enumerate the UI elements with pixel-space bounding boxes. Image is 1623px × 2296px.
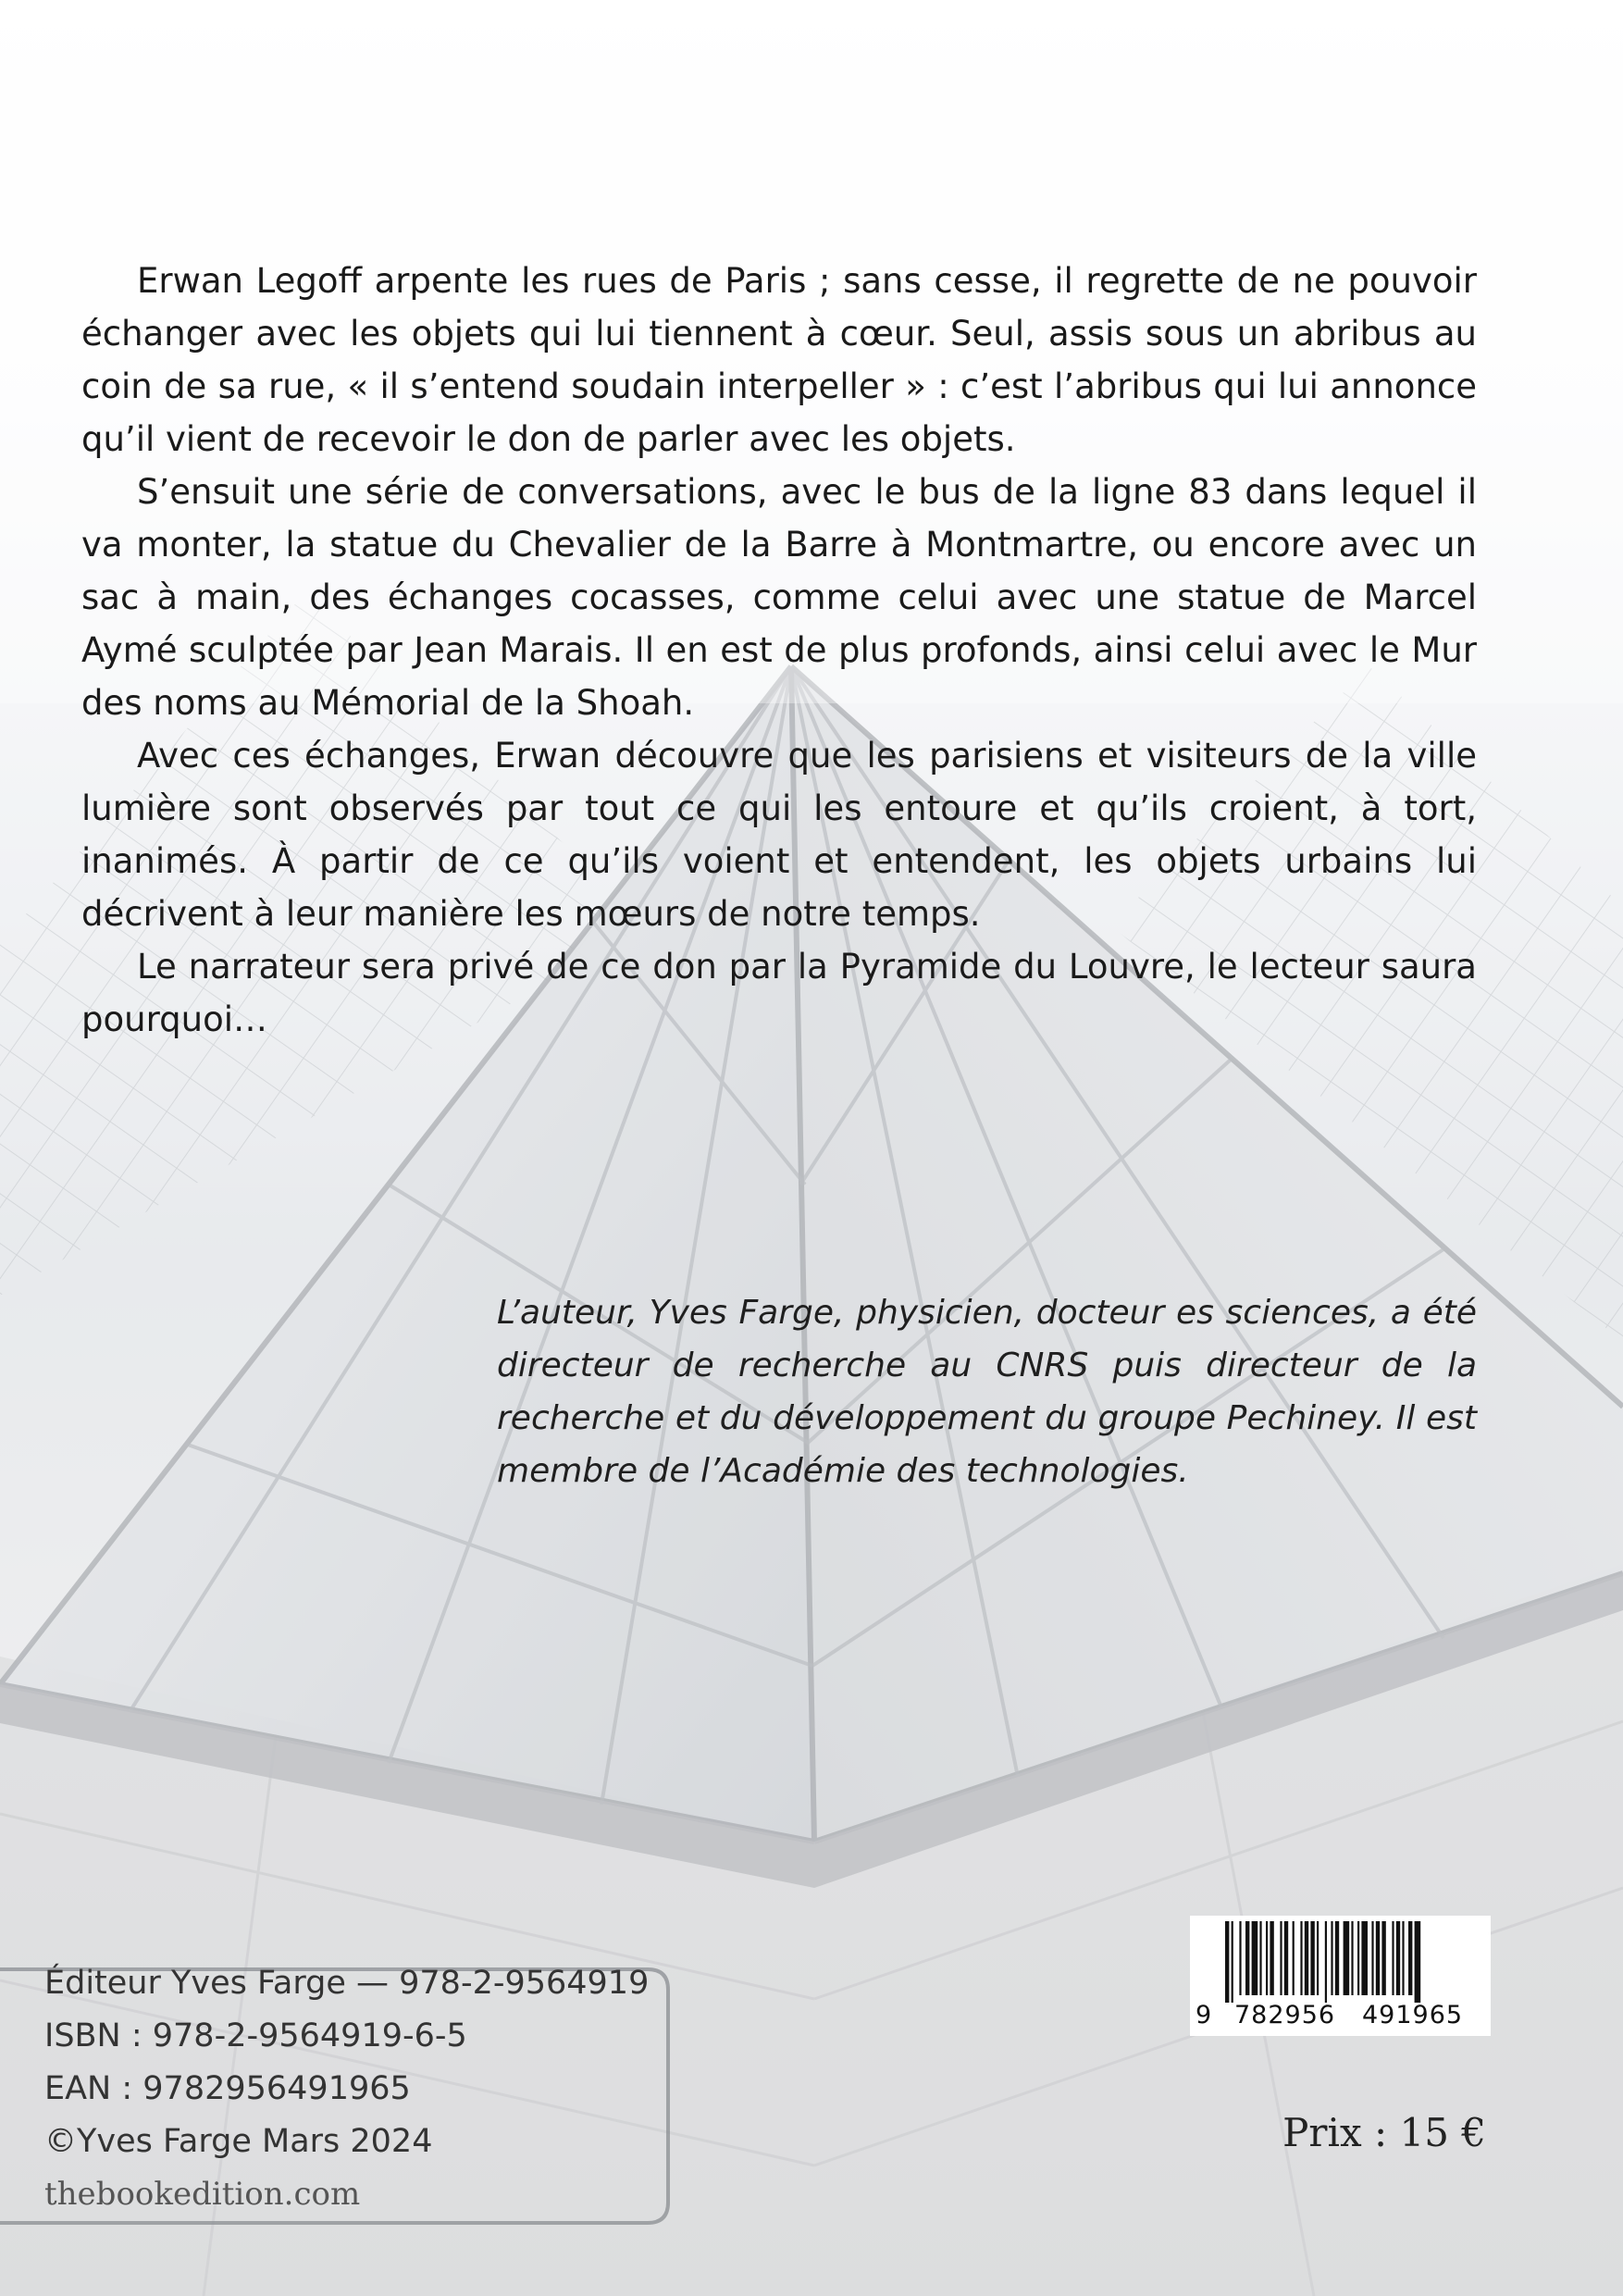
barcode-right-group: 491965 <box>1362 2001 1464 2029</box>
blurb-paragraph: Avec ces échanges, Erwan découvre que les parisiens et visiteurs de la ville lumière sont observés par tout ce qui les entoure et qu’ils croient, à tort, inanimés. À partir de ce qu’ils voient et entendent, les objets urbains lui décrivent à leur manière les mœurs de notre temps. <box>81 736 1477 934</box>
barcode-bar <box>1252 1921 1258 1995</box>
barcode-first-digit: 9 <box>1196 2001 1212 2029</box>
copyright-line: ©Yves Farge Mars 2024 <box>44 2123 433 2160</box>
barcode-bar <box>1245 1921 1249 1995</box>
barcode-bar <box>1392 1921 1394 1995</box>
barcode-bar <box>1270 1921 1273 1995</box>
barcode-bar <box>1293 1921 1295 1995</box>
barcode-bars <box>1197 1921 1483 2003</box>
barcode-bar <box>1331 1921 1332 1995</box>
barcode-bar <box>1376 1921 1380 1995</box>
blurb-paragraph: S’ensuit une série de conversations, avec le bus de la ligne 83 dans lequel il va monter, la statue du Chevalier de la Barre à Montmartre, ou encore avec un sac à main, des échanges cocasses, comme celui avec une statue de Marcel Aymé sculptée par Jean Marais. Il en est de plus profonds, ainsi celui avec le Mur des noms au Mémorial de la Shoah. <box>81 472 1477 723</box>
price-label: Prix : 15 € <box>1282 2110 1486 2155</box>
barcode-bar <box>1280 1921 1282 1995</box>
website-line: thebookedition.com <box>44 2176 361 2213</box>
barcode-bar <box>1396 1921 1400 1995</box>
barcode-bar <box>1317 1921 1319 1995</box>
barcode-bar <box>1310 1921 1314 1995</box>
barcode-bar <box>1408 1921 1412 1995</box>
barcode-bar <box>1344 1921 1350 1995</box>
barcode-bar <box>1381 1921 1385 1995</box>
publisher-line: Éditeur Yves Farge — 978-2-9564919 <box>44 1965 650 2002</box>
barcode-bar <box>1305 1921 1308 1995</box>
blurb-paragraph: Erwan Legoff arpente les rues de Paris ; sans cesse, il regrette de ne pouvoir échanger avec les objets qui lui tiennent à cœur. Seul, assis sous un abribus au coin de sa rue, « il s’entend soudain interpeller » : c’est l’abribus qui lui annonce qu’il vient de recevoir le don de parler avec les objets. <box>81 261 1477 459</box>
barcode-bar <box>1259 1921 1261 1995</box>
barcode-bar <box>1402 1921 1404 1995</box>
barcode-bar <box>1357 1921 1359 1995</box>
blurb-paragraph: Le narrateur sera privé de ce don par la Pyramide du Louvre, le lecteur saura pourquoi… <box>81 947 1477 1039</box>
imprint-block <box>44 1957 674 2221</box>
barcode-digits <box>1190 2001 1491 2032</box>
barcode-bar <box>1232 1921 1233 2003</box>
barcode-bar <box>1415 1921 1421 2003</box>
barcode-bar <box>1300 1921 1302 1995</box>
barcode-bar <box>1239 1921 1241 1995</box>
barcode-bar <box>1335 1921 1339 1995</box>
barcode-bar <box>1371 1921 1373 1995</box>
barcode-bar <box>1284 1921 1288 1995</box>
barcode-bar <box>1225 1921 1229 2003</box>
barcode-bar <box>1361 1921 1368 1995</box>
barcode-bar <box>1325 1921 1327 2003</box>
ean-line: EAN : 9782956491965 <box>44 2070 411 2107</box>
isbn-line: ISBN : 978-2-9564919-6-5 <box>44 2017 467 2054</box>
barcode-left-group: 782956 <box>1234 2001 1336 2029</box>
barcode-bar <box>1266 1921 1268 1995</box>
barcode-bar <box>1351 1921 1353 1995</box>
back-cover-blurb <box>81 254 1477 1046</box>
author-bio: L’auteur, Yves Farge, physicien, docteur es sciences, a été directeur de recherche au CNRS puis directeur de la recherche et du développement du groupe Pechiney. Il est membre de l’Académie des technologies. <box>497 1294 1477 1490</box>
ean-barcode <box>1190 1916 1491 2036</box>
